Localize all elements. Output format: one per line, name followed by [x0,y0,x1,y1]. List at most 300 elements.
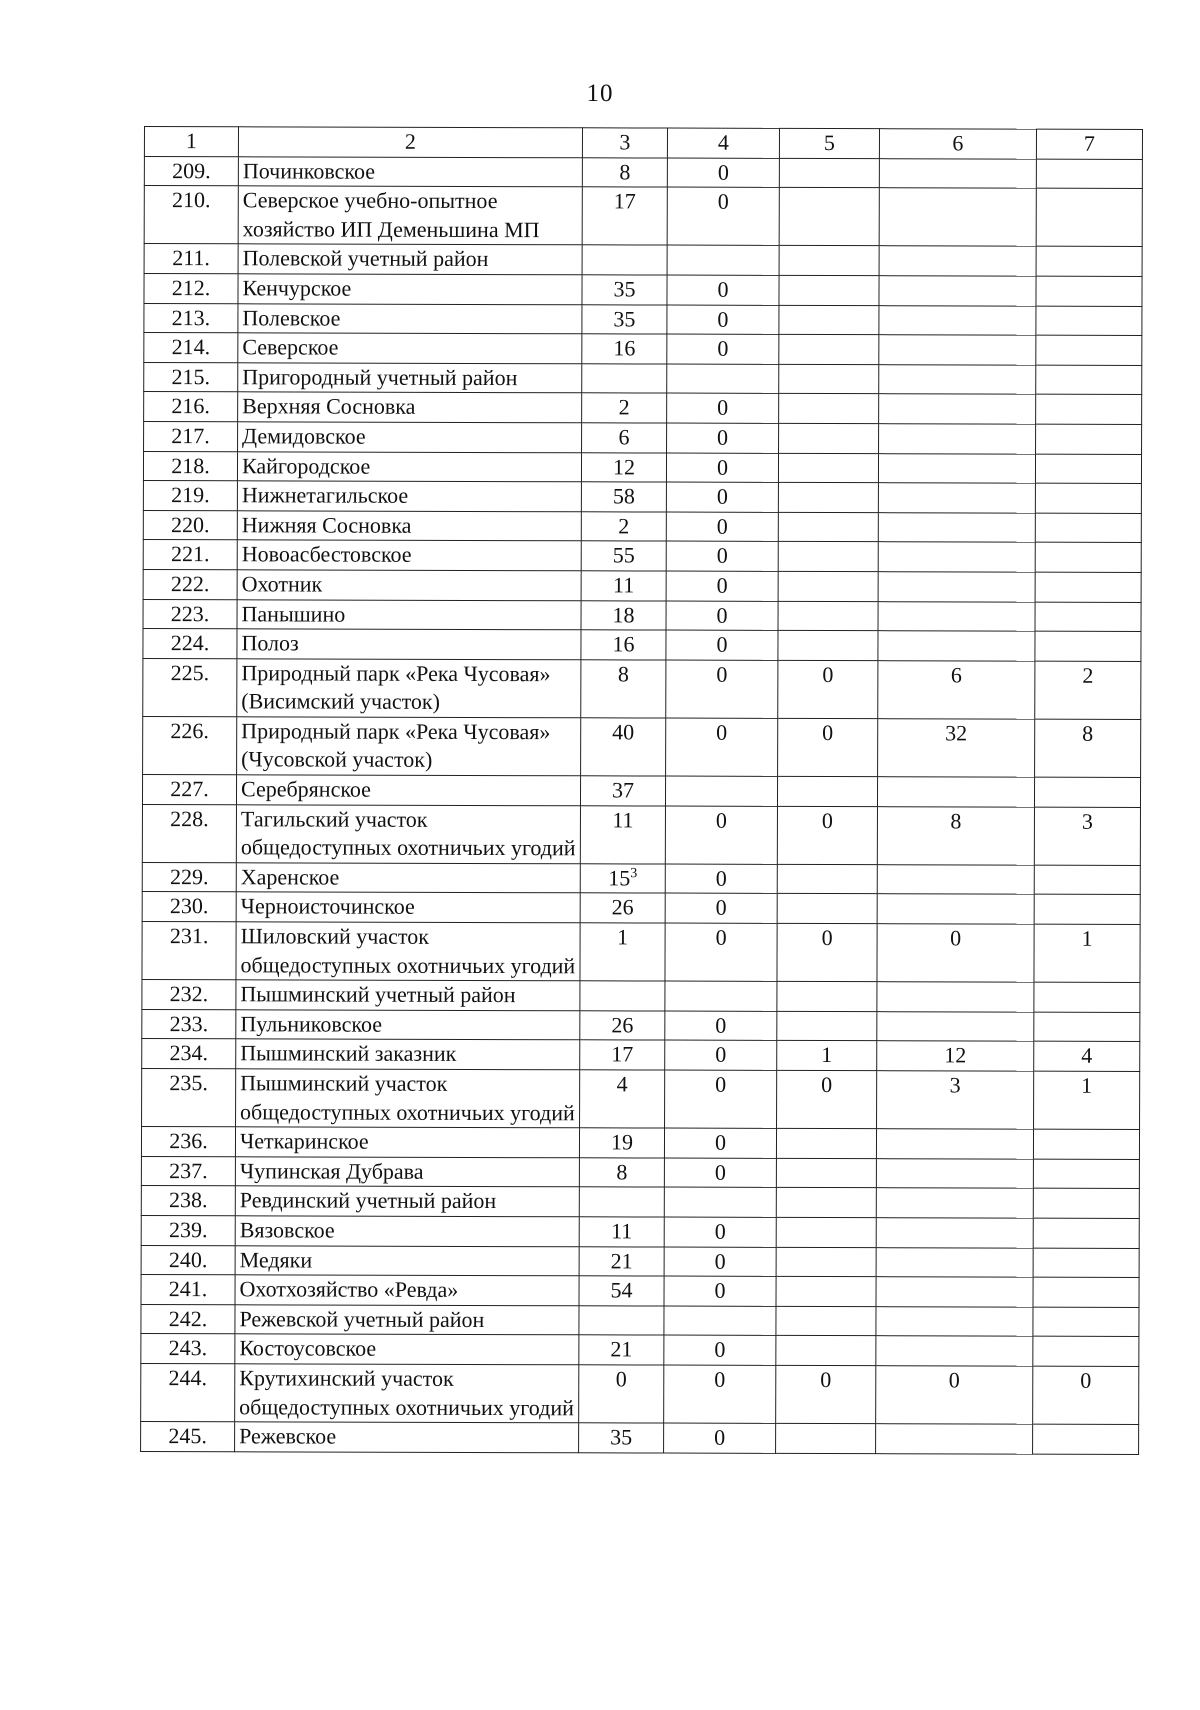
col7-cell [1033,1189,1139,1219]
row-name-cell: Медяки [235,1245,579,1276]
row-name-cell: Северское [238,333,582,364]
col5-cell [778,542,878,572]
col5-cell [776,1188,876,1218]
row-number-cell: 228. [142,804,236,862]
col7-cell [1036,424,1142,454]
col5-cell [776,1247,876,1277]
col6-cell [878,542,1035,572]
table-row [142,1009,1140,1042]
table-row [143,599,1141,632]
header-cell: 3 [582,128,667,158]
col7-cell [1034,895,1140,925]
row-name-cell: Пышминский заказник [236,1039,580,1070]
col6-cell [879,188,1036,247]
row-number-cell: 217. [144,421,238,451]
col6-cell [876,1277,1033,1307]
row-name-cell: Харенское [236,863,580,894]
row-number-cell: 219. [143,481,237,511]
col6-cell [879,424,1036,454]
table-row [141,1334,1139,1367]
row-name-cell: Природный парк «Река Чусовая» (Чусовской участок) [237,717,581,776]
header-cell: 6 [879,129,1036,159]
col4-cell: 0 [664,1276,776,1306]
row-number-cell: 223. [143,599,237,629]
col6-cell [876,1424,1033,1454]
col7-cell [1035,602,1141,632]
col7-cell [1033,1307,1139,1337]
col7-cell: 8 [1035,719,1141,778]
row-name-cell: Режевской учетный район [235,1305,579,1336]
table-row [142,862,1140,895]
row-name-cell: Кайгородское [237,451,581,482]
col4-cell: 0 [667,305,779,335]
col4-cell: 0 [666,601,778,631]
col5-cell [779,364,879,394]
col7-cell [1036,306,1142,336]
col6-cell [879,158,1036,188]
col4-cell: 0 [667,393,779,423]
table-row [143,540,1141,573]
col4-cell [667,245,779,275]
col5-cell [779,246,879,276]
col3-cell [579,1306,664,1336]
col4-cell [665,776,777,806]
col5-cell [778,483,878,513]
col6-cell: 0 [876,1366,1033,1425]
col3-cell: 2 [582,393,667,423]
row-name-cell: Костоусовское [235,1334,579,1365]
col5-cell [778,571,878,601]
row-number-cell: 213. [144,303,238,333]
row-number-cell: 242. [141,1304,235,1334]
row-name-cell: Северское учебно-опытное хозяйство ИП Деменьшина МП [238,186,582,245]
col4-cell: 0 [667,158,779,188]
col3-cell [580,981,665,1011]
col5-cell [776,1306,876,1336]
row-number-cell: 234. [142,1039,236,1069]
table-row [141,1245,1139,1278]
row-name-cell: Чупинская Дубрава [235,1157,579,1188]
table-row [142,1039,1140,1072]
col3-cell: 16 [581,630,666,660]
table-row [144,392,1142,425]
row-number-cell: 227. [142,775,236,805]
table-row [144,333,1142,366]
col3-cell: 12 [581,452,666,482]
col3-cell: 35 [579,1423,664,1453]
row-name-cell: Черноисточинское [236,892,580,923]
row-name-cell: Тагильский участок общедоступных охотничьих угодий [236,804,580,863]
table-row [141,1304,1139,1337]
header-cell: 4 [667,128,779,158]
row-number-cell: 212. [144,273,238,303]
row-name-cell: Новоасбестовское [237,540,581,571]
col7-cell [1035,483,1141,513]
col3-cell: 18 [581,600,666,630]
table-row [142,892,1140,925]
col3-cell: 55 [581,541,666,571]
col3-cell: 26 [580,1011,665,1041]
row-number-cell: 210. [144,186,238,244]
col4-cell: 0 [667,275,779,305]
col6-cell [876,1218,1033,1248]
col4-cell: 0 [665,1011,777,1041]
table-row [141,1275,1139,1308]
col5-cell [778,453,878,483]
row-number-cell: 211. [144,244,238,274]
table-row [142,980,1140,1013]
col3-cell: 58 [581,482,666,512]
row-number-cell: 209. [144,156,238,186]
col6-cell [876,1188,1033,1218]
table-row [141,1186,1139,1219]
col5-cell [778,630,878,660]
col5-cell [777,982,877,1012]
col4-cell: 0 [665,806,777,865]
col7-cell: 0 [1033,1366,1139,1425]
col6-cell [876,1336,1033,1366]
page-number: 10 [586,80,614,107]
col4-cell: 0 [666,571,778,601]
col4-cell: 0 [666,718,778,777]
col4-cell: 0 [667,187,779,246]
col3-cell: 40 [581,718,666,776]
col7-cell [1036,394,1142,424]
col7-cell [1034,777,1140,807]
col3-cell: 37 [580,776,665,806]
row-number-cell: 220. [143,510,237,540]
row-name-cell: Демидовское [238,422,582,453]
table-row [143,481,1141,514]
col7-cell [1034,982,1140,1012]
col7-cell [1034,865,1140,895]
row-number-cell: 240. [141,1245,235,1275]
table-row [144,421,1142,454]
row-name-cell: Вязовское [235,1216,579,1247]
col6-cell [879,394,1036,424]
table-row [144,362,1142,395]
col3-cell: 21 [579,1246,664,1276]
row-name-cell: Кенчурское [238,274,582,305]
col3-cell: 6 [582,423,667,453]
col7-cell [1035,513,1141,543]
col3-cell [579,1187,664,1217]
row-name-cell: Нижняя Сосновка [237,510,581,541]
row-number-cell: 229. [142,862,236,892]
col7-cell: 3 [1034,807,1140,866]
col4-cell: 0 [665,893,777,923]
col7-cell: 2 [1035,661,1141,720]
col4-cell: 0 [666,512,778,542]
row-name-cell: Охотник [237,570,581,601]
col5-cell [779,305,879,335]
col3-cell: 8 [581,659,666,717]
col7-cell [1035,631,1141,661]
col4-cell [664,1306,776,1336]
col4-cell: 0 [666,453,778,483]
col4-cell: 0 [666,482,778,512]
col4-cell: 0 [666,630,778,660]
col6-cell [878,601,1035,631]
col6-cell [879,276,1036,306]
table-row [141,1215,1139,1248]
col5-cell: 1 [777,1041,877,1071]
row-number-cell: 230. [142,892,236,922]
col7-cell [1036,247,1142,277]
table-row [144,186,1142,247]
col7-cell [1036,335,1142,365]
row-name-cell: Пышминский учетный район [236,980,580,1011]
col3-cell: 11 [580,805,665,863]
row-number-cell: 232. [142,980,236,1010]
col5-cell [779,423,879,453]
col5-cell [776,1129,876,1159]
col5-cell: 0 [778,660,878,718]
col6-cell: 8 [877,806,1034,865]
row-number-cell: 231. [142,922,236,980]
col6-cell [877,865,1034,895]
col7-cell [1033,1277,1139,1307]
col4-cell: 0 [666,541,778,571]
col3-cell: 19 [579,1128,664,1158]
col7-cell: 1 [1034,1071,1140,1130]
col3-cell: 35 [582,304,667,334]
col7-cell [1036,159,1142,189]
row-name-cell: Панышино [237,599,581,630]
table-row [143,510,1141,543]
col6-cell [877,777,1034,807]
col3-cell: 26 [580,893,665,923]
col5-cell [776,1336,876,1366]
col6-cell [878,483,1035,513]
table-row [142,1068,1140,1129]
col4-cell: 0 [664,1365,776,1424]
col6-cell: 3 [877,1071,1034,1130]
col7-cell [1036,365,1142,395]
col5-cell [777,776,877,806]
table-row [142,922,1140,983]
table-row [141,1156,1139,1189]
row-number-cell: 235. [142,1068,236,1126]
col5-cell [776,1158,876,1188]
table-row [144,273,1142,306]
col5-cell: 0 [776,1365,876,1423]
col5-cell [779,158,879,188]
row-number-cell: 237. [141,1156,235,1186]
col5-cell [778,512,878,542]
row-name-cell: Полевское [238,303,582,334]
col5-cell [776,1277,876,1307]
col4-cell: 0 [664,1335,776,1365]
col5-cell [779,275,879,305]
col5-cell [779,335,879,365]
row-number-cell: 222. [143,569,237,599]
col4-cell: 0 [665,923,777,982]
col7-cell [1035,542,1141,572]
col4-cell: 0 [665,1040,777,1070]
col6-cell: 6 [878,660,1035,719]
col4-cell: 0 [664,1247,776,1277]
col6-cell [877,982,1034,1012]
col3-value: 15 [608,865,631,891]
col3-cell [582,245,667,275]
col3-cell: 16 [582,334,667,364]
table-row [142,775,1140,808]
header-cell: 1 [144,127,238,157]
col5-cell [777,894,877,924]
row-name-cell: Режевское [235,1422,579,1453]
col7-cell [1035,572,1141,602]
row-number-cell: 221. [143,540,237,570]
table-row [144,303,1142,336]
table-row [142,804,1140,865]
col7-cell: 1 [1034,924,1140,983]
col3-cell: 35 [582,275,667,305]
col7-cell [1033,1336,1139,1366]
col3-cell: 2 [581,512,666,542]
col7-cell [1033,1159,1139,1189]
col4-cell: 0 [667,334,779,364]
row-name-cell: Починковское [238,156,582,187]
col6-cell [878,512,1035,542]
col5-cell [777,1011,877,1041]
header-cell: 5 [779,128,879,158]
col6-cell [879,335,1036,365]
table-header-row [144,127,1142,160]
row-number-cell: 245. [141,1422,235,1452]
header-cell: 2 [238,127,582,158]
row-name-cell: Шиловский участок общедоступных охотничьих угодий [236,922,580,981]
row-number-cell: 241. [141,1275,235,1305]
table-row [141,1363,1139,1424]
col4-cell: 0 [664,1423,776,1453]
row-name-cell: Полоз [237,629,581,660]
col5-cell [776,1217,876,1247]
col7-cell [1036,276,1142,306]
col7-cell [1033,1248,1139,1278]
col5-cell: 0 [777,1070,877,1128]
col6-cell [876,1129,1033,1159]
col5-cell [778,601,878,631]
col7-cell [1033,1218,1139,1248]
col5-cell: 0 [778,718,878,776]
row-name-cell: Полевской учетный район [238,244,582,275]
row-number-cell: 238. [141,1186,235,1216]
row-number-cell: 236. [141,1127,235,1157]
col3-cell: 17 [582,187,667,245]
col4-cell [667,364,779,394]
row-number-cell: 226. [143,716,237,774]
col6-cell: 0 [877,924,1034,983]
row-name-cell: Серебрянское [236,775,580,806]
col5-cell [779,188,879,246]
col6-cell [877,894,1034,924]
row-number-cell: 244. [141,1363,235,1421]
row-number-cell: 218. [143,451,237,481]
col6-cell [876,1306,1033,1336]
footnote-marker: 3 [630,865,638,881]
table-row [143,569,1141,602]
table-body [141,127,1143,1455]
col6-cell [878,572,1035,602]
col3-cell [582,364,667,394]
row-name-cell: Природный парк «Река Чусовая» (Висимский участок) [237,658,581,717]
col6-cell [879,364,1036,394]
row-number-cell: 216. [144,392,238,422]
col7-cell [1033,1424,1139,1454]
col6-cell [878,631,1035,661]
table-row [143,629,1141,662]
col6-cell [876,1247,1033,1277]
col3-cell: 8 [582,157,667,187]
row-name-cell: Крутихинский участок общедоступных охотничьих угодий [235,1364,579,1423]
row-number-cell: 233. [142,1009,236,1039]
header-cell: 7 [1036,129,1142,159]
table-row [141,1127,1139,1160]
row-name-cell: Ревдинский учетный район [235,1186,579,1217]
row-name-cell: Пульниковское [236,1010,580,1041]
col3-cell: 21 [579,1335,664,1365]
col4-cell: 0 [667,423,779,453]
col6-cell [876,1158,1033,1188]
col6-cell [879,246,1036,276]
row-number-cell: 224. [143,629,237,659]
col7-cell: 4 [1034,1042,1140,1072]
col6-cell: 32 [878,719,1035,778]
row-name-cell: Пригородный учетный район [238,363,582,394]
row-name-cell: Пышминский участок общедоступных охотничьих угодий [236,1069,580,1128]
col4-cell: 0 [665,864,777,894]
row-name-cell: Четкаринское [235,1127,579,1158]
col3-cell: 1 [580,923,665,981]
col3-cell [580,864,665,894]
col4-cell: 0 [665,1070,777,1129]
col5-cell: 0 [777,923,877,981]
col3-cell: 0 [579,1365,664,1423]
row-name-cell: Верхняя Сосновка [238,392,582,423]
data-table [140,126,1143,1455]
table-row [144,244,1142,277]
col5-cell: 0 [777,806,877,864]
table-row [143,716,1141,777]
col6-cell [879,305,1036,335]
col4-cell [665,981,777,1011]
col3-cell: 17 [580,1040,665,1070]
table-row [143,451,1141,484]
col5-cell [779,394,879,424]
row-number-cell: 239. [141,1215,235,1245]
row-number-cell: 215. [144,362,238,392]
col5-cell [777,864,877,894]
col4-cell: 0 [664,1217,776,1247]
col5-cell [776,1424,876,1454]
row-name-cell: Охотхозяйство «Ревда» [235,1275,579,1306]
row-number-cell: 214. [144,333,238,363]
col7-cell [1035,454,1141,484]
col3-cell: 4 [580,1070,665,1128]
col6-cell [877,1011,1034,1041]
row-number-cell: 225. [143,658,237,716]
col7-cell [1034,1012,1140,1042]
row-number-cell: 243. [141,1334,235,1364]
col6-cell: 12 [877,1041,1034,1071]
col4-cell: 0 [664,1158,776,1188]
col7-cell [1036,188,1142,247]
row-name-cell: Нижнетагильское [237,481,581,512]
col4-cell: 0 [664,1128,776,1158]
col3-cell: 11 [581,571,666,601]
col3-cell: 11 [579,1217,664,1247]
